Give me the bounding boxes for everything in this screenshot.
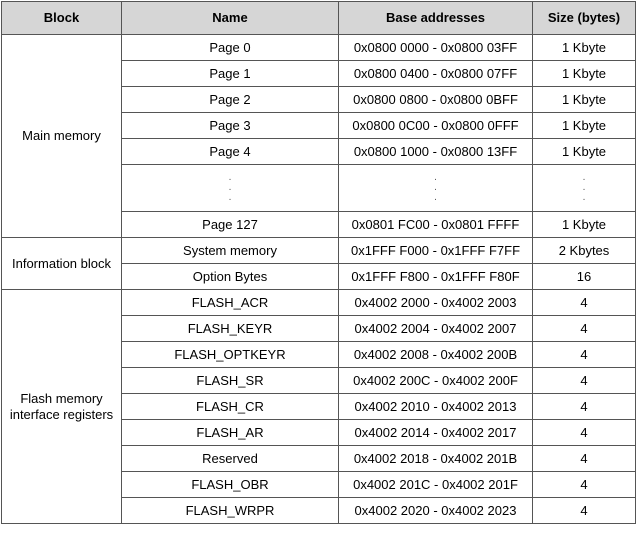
vertical-ellipsis-icon: . . .	[582, 171, 586, 203]
size-cell: 4	[533, 290, 636, 316]
address-cell: 0x4002 2008 - 0x4002 200B	[339, 342, 533, 368]
header-block: Block	[2, 2, 122, 35]
name-cell: Page 2	[122, 87, 339, 113]
name-cell: Page 1	[122, 61, 339, 87]
size-cell: 4	[533, 316, 636, 342]
name-cell: FLASH_OPTKEYR	[122, 342, 339, 368]
size-cell: 2 Kbytes	[533, 238, 636, 264]
table-row	[2, 238, 636, 264]
flash-memory-organization-table	[1, 1, 636, 524]
header-row	[2, 2, 636, 35]
name-cell: FLASH_CR	[122, 394, 339, 420]
block-flash-registers: Flash memory interface registers	[2, 290, 122, 524]
address-cell: 0x0800 1000 - 0x0800 13FF	[339, 139, 533, 165]
header-size: Size (bytes)	[533, 2, 636, 35]
name-cell: FLASH_OBR	[122, 472, 339, 498]
vertical-ellipsis-icon: . . .	[434, 171, 437, 203]
address-cell: 0x0800 0C00 - 0x0800 0FFF	[339, 113, 533, 139]
size-cell: 1 Kbyte	[533, 212, 636, 238]
name-cell: System memory	[122, 238, 339, 264]
name-cell: FLASH_AR	[122, 420, 339, 446]
size-cell: 4	[533, 420, 636, 446]
size-cell: 4	[533, 472, 636, 498]
name-cell: FLASH_ACR	[122, 290, 339, 316]
address-cell: 0x0800 0400 - 0x0800 07FF	[339, 61, 533, 87]
address-cell: 0x4002 2020 - 0x4002 2023	[339, 498, 533, 524]
name-cell: Page 4	[122, 139, 339, 165]
size-cell: 4	[533, 342, 636, 368]
address-cell: 0x4002 200C - 0x4002 200F	[339, 368, 533, 394]
name-cell: Page 0	[122, 35, 339, 61]
vertical-ellipsis-icon: . . .	[228, 171, 232, 203]
ellipsis-cell	[533, 165, 636, 212]
size-cell: 16	[533, 264, 636, 290]
name-cell: FLASH_KEYR	[122, 316, 339, 342]
size-cell: 1 Kbyte	[533, 35, 636, 61]
name-cell: Page 127	[122, 212, 339, 238]
size-cell: 1 Kbyte	[533, 87, 636, 113]
address-cell: 0x1FFF F000 - 0x1FFF F7FF	[339, 238, 533, 264]
address-cell: 0x4002 2018 - 0x4002 201B	[339, 446, 533, 472]
block-information: Information block	[2, 238, 122, 290]
name-cell: Reserved	[122, 446, 339, 472]
block-main-memory: Main memory	[2, 35, 122, 238]
address-cell: 0x0800 0000 - 0x0800 03FF	[339, 35, 533, 61]
header-name: Name	[122, 2, 339, 35]
name-cell: Option Bytes	[122, 264, 339, 290]
address-cell: 0x0800 0800 - 0x0800 0BFF	[339, 87, 533, 113]
address-cell: 0x4002 2010 - 0x4002 2013	[339, 394, 533, 420]
address-cell: 0x4002 201C - 0x4002 201F	[339, 472, 533, 498]
address-cell: 0x0801 FC00 - 0x0801 FFFF	[339, 212, 533, 238]
ellipsis-cell	[122, 165, 339, 212]
size-cell: 1 Kbyte	[533, 61, 636, 87]
size-cell: 4	[533, 394, 636, 420]
table-row	[2, 290, 636, 316]
name-cell: FLASH_WRPR	[122, 498, 339, 524]
header-base-addresses: Base addresses	[339, 2, 533, 35]
size-cell: 4	[533, 446, 636, 472]
size-cell: 4	[533, 498, 636, 524]
name-cell: FLASH_SR	[122, 368, 339, 394]
address-cell: 0x4002 2000 - 0x4002 2003	[339, 290, 533, 316]
address-cell: 0x4002 2014 - 0x4002 2017	[339, 420, 533, 446]
size-cell: 4	[533, 368, 636, 394]
size-cell: 1 Kbyte	[533, 139, 636, 165]
address-cell: 0x1FFF F800 - 0x1FFF F80F	[339, 264, 533, 290]
name-cell: Page 3	[122, 113, 339, 139]
ellipsis-cell	[339, 165, 533, 212]
size-cell: 1 Kbyte	[533, 113, 636, 139]
table-row	[2, 35, 636, 61]
address-cell: 0x4002 2004 - 0x4002 2007	[339, 316, 533, 342]
